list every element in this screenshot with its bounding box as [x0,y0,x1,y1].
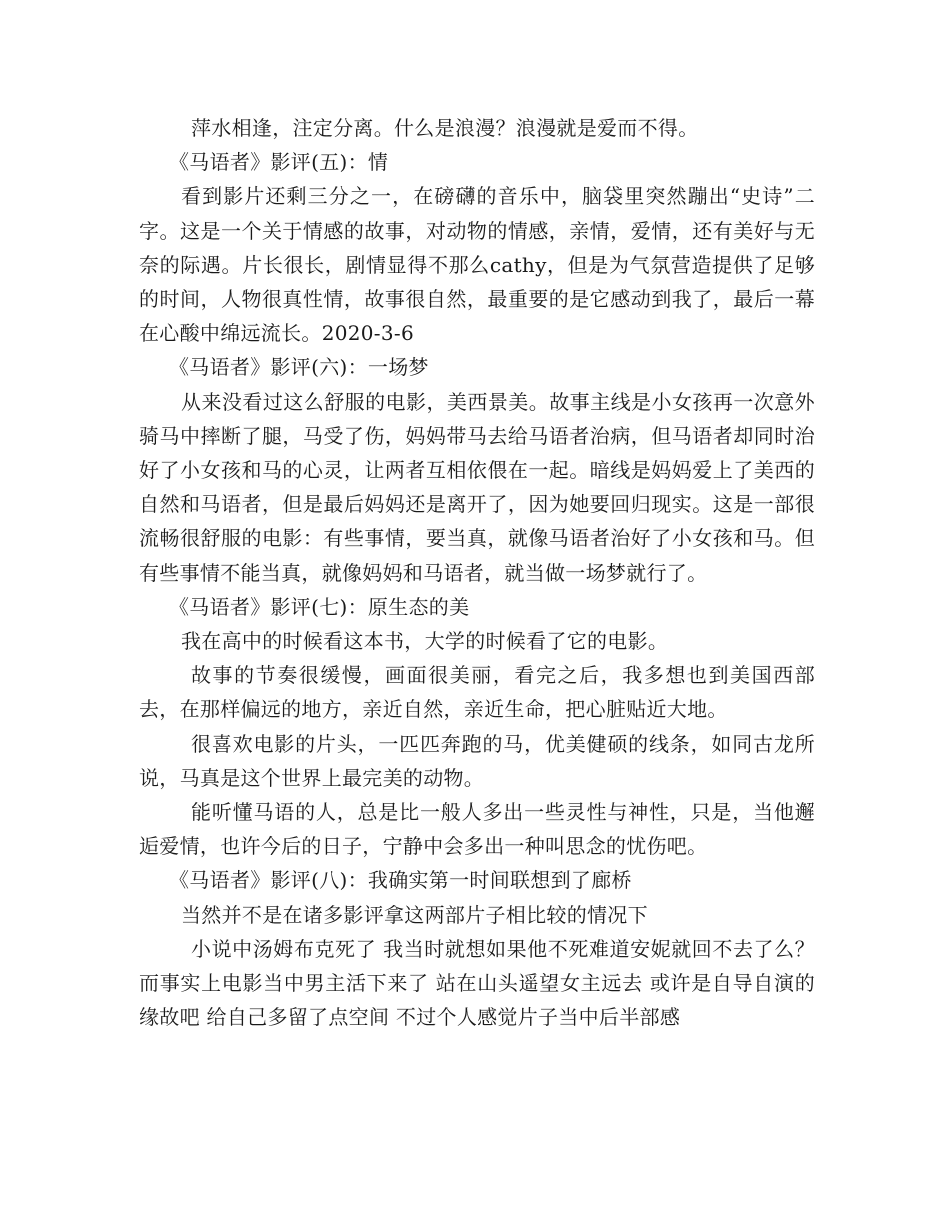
body-paragraph: 很喜欢电影的片头，一匹匹奔跑的马，优美健硕的线条，如同古龙所说，马真是这个世界上最完美的动物。 [139,731,815,790]
review-heading: 《马语者》影评(六)：一场梦 [169,355,429,380]
review-heading: 《马语者》影评(八)：我确实第一时间联想到了廊桥 [169,868,632,893]
review-heading: 《马语者》影评(七)：原生态的美 [169,594,470,619]
body-paragraph: 故事的节奏很缓慢，画面很美丽，看完之后，我多想也到美国西部去，在那样偏远的地方，亲近自然，亲近生命，把心脏贴近大地。 [139,663,815,722]
body-paragraph: 萍水相逢，注定分离。什么是浪漫？浪漫就是爱而不得。 [191,116,699,140]
body-paragraph: 小说中汤姆布克死了 我当时就想如果他不死难道安妮就回不去了么？而事实上电影当中男主活下来了 站在山头遥望女主远去 或许是自导自演的缘故吧 给自己多留了点空间 不过个人感觉片子当中后半部感 [139,936,815,1030]
document-body [139,111,815,1034]
body-paragraph: 我在高中的时候看这本书，大学的时候看了它的电影。 [181,629,669,654]
review-heading: 《马语者》影评(五)：情 [169,150,389,175]
body-paragraph: 当然并不是在诸多影评拿这两部片子相比较的情况下 [181,902,648,927]
body-paragraph: 从来没看过这么舒服的电影，美西景美。故事主线是小女孩再一次意外骑马中摔断了腿，马受了伤，妈妈带马去给马语者治病，但马语者却同时治好了小女孩和马的心灵，让两者互相依偎在一起。暗线是妈妈爱上了美西的自然和马语者，但是最后妈妈还是离开了，因为她要回归现实。这是一部很流畅很舒服的电影：有些事情，要当真，就像马语者治好了小女孩和马。但有些事情不能当真，就像妈妈和马语者，就当做一场梦就行了。 [139,389,815,585]
body-paragraph: 看到影片还剩三分之一，在磅礴的音乐中，脑袋里突然蹦出“史诗”二字。这是一个关于情感的故事，对动物的情感，亲情，爱情，还有美好与无奈的际遇。片长很长，剧情显得不那么cathy，但是为气氛营造提供了足够的时间，人物很真性情，故事很自然，最重要的是它感动到我了，最后一幕在心酸中绵远流长。2020-3-6 [139,184,815,346]
body-paragraph: 能听懂马语的人，总是比一般人多出一些灵性与神性，只是，当他邂逅爱情，也许今后的日子，宁静中会多出一种叫思念的忧伤吧。 [139,800,815,859]
